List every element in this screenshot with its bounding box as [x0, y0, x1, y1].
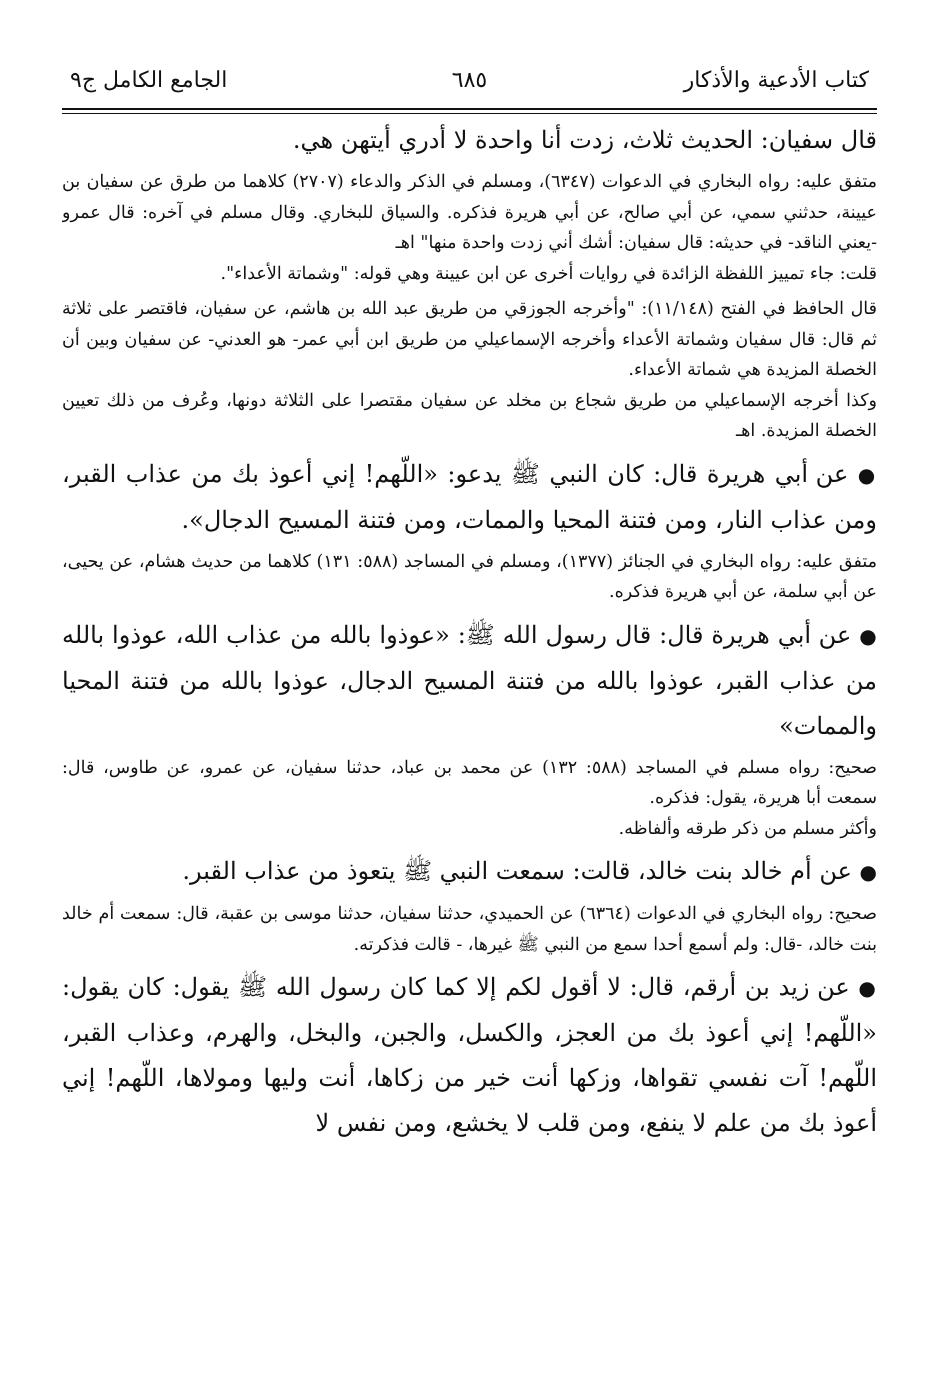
hadith-continuation: قال سفيان: الحديث ثلاث، زدت أنا واحدة لا أدري أيتهن هي. [292, 126, 877, 154]
series-title: الجامع الكامل ج٩ [70, 68, 228, 93]
hadith-text: عن أم خالد بنت خالد، قالت: سمعت النبي ﷺ يتعوذ من عذاب القبر. [182, 857, 852, 885]
commentary-note: وكذا أخرجه الإسماعيلي من طريق شجاع بن مخلد عن سفيان مقتصرا على الثلاثة دونها، وعُرف من ذلك تعيين الخصلة المزيدة. اهـ [62, 390, 877, 441]
bullet-icon: ● [857, 462, 877, 487]
hadith-paragraph [62, 849, 877, 895]
bullet-icon: ● [858, 976, 877, 1000]
hadith-text: عن أبي هريرة قال: كان النبي ﷺ يدعو: «اللّهم! إني أعوذ بك من عذاب القبر، ومن عذاب النار، ومن فتنة المحيا والممات، ومن فتنة المسيح الدجال». [62, 459, 877, 534]
bullet-icon: ● [859, 860, 877, 884]
commentary-note: قال الحافظ في الفتح (١١/١٤٨): "وأخرجه الجوزقي من طريق عبد الله بن هاشم، عن سفيان، فاقتصر على ثلاثة ثم قال: قال سفيان وشماتة الأعداء وأخرجه الإسماعيلي من طريق ابن أبي عمر- هو العدني- عن سفيان وبين أن الخصلة المزيدة هي شماتة الأعداء. [62, 299, 877, 380]
bullet-icon: ● [859, 623, 877, 648]
header-rule-thin [62, 113, 877, 114]
hadith-paragraph [62, 613, 877, 749]
hadith-paragraph [62, 452, 877, 543]
commentary-note: وأكثر مسلم من ذكر طرقه وألفاظه. [618, 818, 877, 839]
takhrij-note: صحيح: رواه مسلم في المساجد (٥٨٨: ١٣٢) عن محمد بن عباد، حدثنا سفيان، عن عمرو، عن طاوس، قال: سمعت أبا هريرة، يقول: فذكره. [62, 757, 877, 808]
header-rule [62, 108, 877, 110]
commentary-note: قلت: جاء تمييز اللفظة الزائدة في روايات أخرى عن ابن عيينة وهي قوله: "وشماتة الأعداء". [220, 263, 877, 284]
page-body [62, 118, 877, 1367]
page-header [62, 62, 877, 108]
takhrij-note: متفق عليه: رواه البخاري في الدعوات (٦٣٤٧)، ومسلم في الذكر والدعاء (٢٧٠٧) كلاهما من طرق عن سفيان بن عيينة، حدثني سمي، عن أبي صالح، عن أبي هريرة فذكره. والسياق للبخاري. وقال مسلم في آخره: قال عمرو -يعني الناقد- في حديثه: قال سفيان: أشك أني زدت واحدة منها" اهـ [62, 172, 877, 253]
page-number: ٦٨٥ [451, 68, 488, 93]
takhrij-note: صحيح: رواه البخاري في الدعوات (٦٣٦٤) عن الحميدي، حدثنا سفيان، حدثنا موسى بن عقبة، قال: سمعت أم خالد بنت خالد، -قال: ولم أسمع أحدا سمع من النبي ﷺ غيرها، - قالت فذكرته. [62, 904, 877, 955]
book-title: كتاب الأدعية والأذكار [683, 68, 869, 93]
hadith-text: عن أبي هريرة قال: قال رسول الله ﷺ: «عوذوا بالله من عذاب الله، عوذوا بالله من عذاب القبر، عوذوا بالله من فتنة المسيح الدجال، عوذوا بالله من فتنة المحيا والممات» [62, 620, 877, 740]
hadith-text: عن زيد بن أرقم، قال: لا أقول لكم إلا كما كان رسول الله ﷺ يقول: كان يقول: «اللّهم! إني أعوذ بك من العجز، والكسل، والجبن، والبخل، والهرم، وعذاب القبر، اللّهم! آت نفسي تقواها، وزكها أنت خير من زكاها، أنت وليها ومولاها، اللّهم! إني أعوذ بك من علم لا ينفع، ومن قلب لا يخشع، ومن نفس لا [62, 973, 877, 1137]
takhrij-note: متفق عليه: رواه البخاري في الجنائز (١٣٧٧)، ومسلم في المساجد (٥٨٨: ١٣١) كلاهما من حديث هشام، عن يحيى، عن أبي سلمة، عن أبي هريرة فذكره. [62, 551, 877, 602]
hadith-paragraph [62, 965, 877, 1146]
